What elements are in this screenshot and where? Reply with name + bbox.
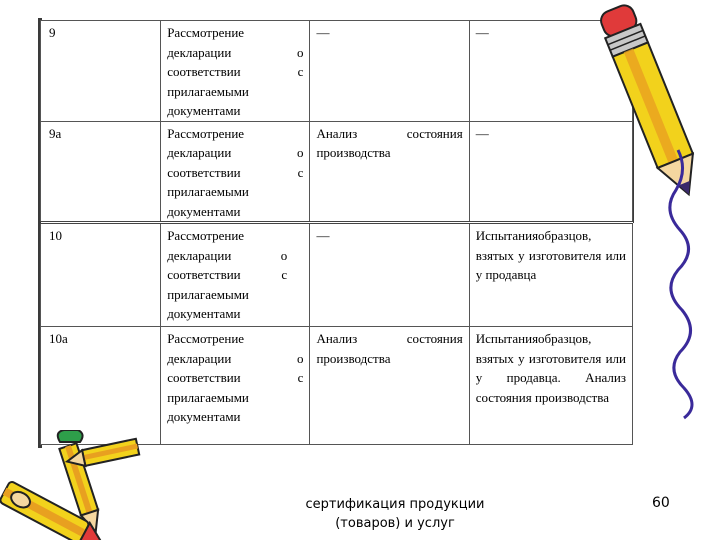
analysis-cell: Анализ состояния производства (310, 121, 469, 223)
analysis-cell: — (310, 21, 469, 122)
certification-table (40, 20, 633, 445)
testing-cell: Испытанияобразцов, взятых у изготовителя или у продавца. Анализ состояния производства (469, 327, 632, 445)
row-number: 10а (41, 327, 161, 445)
testing-cell: — (469, 21, 632, 122)
testing-cell: Испытанияобразцов, взятых у изготовителя или у продавца (469, 223, 632, 327)
pencils-icon (0, 430, 150, 540)
procedure-cell: Рассмотрение декларации о соответствии с прилагаемыми документами (161, 121, 310, 223)
procedure-cell: Рассмотрение декларации о соответствии с прилагаемыми документами (161, 223, 310, 327)
table-row (41, 327, 633, 445)
analysis-cell: Анализ состояния производства (310, 327, 469, 445)
testing-cell: — (469, 121, 632, 223)
table-row (41, 121, 633, 223)
footer-line-2: (товаров) и услуг (335, 516, 455, 531)
table-row (41, 223, 633, 327)
row-number: 9а (41, 121, 161, 223)
analysis-cell: — (310, 223, 469, 327)
row-number: 10 (41, 223, 161, 327)
footer-line-1: сертификация продукции (305, 497, 485, 512)
table-row (41, 21, 633, 122)
pencil-icon (590, 0, 720, 470)
slide-footer (290, 495, 500, 533)
page-number: 60 (652, 495, 670, 511)
procedure-cell: Рассмотрение декларации о соответствии с прилагаемыми документами (161, 21, 310, 122)
row-number: 9 (41, 21, 161, 122)
procedure-cell: Рассмотрение декларации о соответствии с прилагаемыми документами (161, 327, 310, 445)
